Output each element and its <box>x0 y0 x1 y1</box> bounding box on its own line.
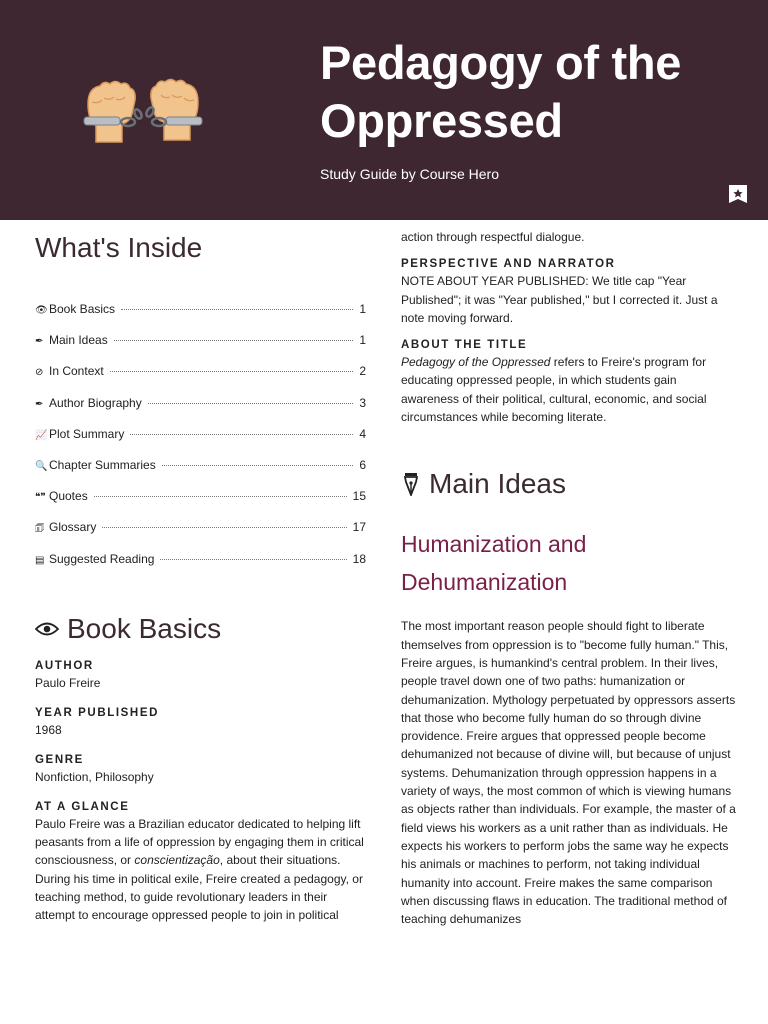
book-list-icon: ▤ <box>35 554 45 566</box>
toc-leader-dots <box>94 496 347 497</box>
about-title-text <box>401 353 737 426</box>
toc-item[interactable] <box>35 427 366 458</box>
perspective-field <box>401 258 737 327</box>
toc-item-label: Glossary <box>49 520 97 535</box>
broken-handcuffs-icon <box>78 62 208 162</box>
toc-leader-dots <box>114 340 354 341</box>
toc-item[interactable] <box>35 302 366 333</box>
toc-item[interactable] <box>35 489 366 520</box>
glance-field <box>35 801 366 925</box>
right-column <box>401 220 737 928</box>
whats-inside-heading: What's Inside <box>35 232 203 263</box>
glance-label: AT A GLANCE <box>35 800 130 813</box>
perspective-label: PERSPECTIVE AND NARRATOR <box>401 258 616 271</box>
glance-text-part-1: Paulo Freire was a Brazilian educator dedicated to helping lift peasants from a life of oppression by engaging them in critical consciousness, or <box>35 816 364 868</box>
year-value: 1968 <box>35 722 62 737</box>
about-title-body: refers to Freire's program for educating oppressed people, in which students gain awareness of their political, cultural, economic, and social circumstances while becoming literate. <box>401 355 707 425</box>
genre-label: GENRE <box>35 753 84 766</box>
main-ideas-text: The most important reason people should fight to liberate themselves from oppression is to "become fully human." This, Freire argues, is humankind's central problem. In their lives, people travel down one of two paths: humanization or dehumanization. Mythology perpetuated by oppressors asserts that those who become fully human do so through divine providence. Freire argues that oppressed people become dehumanized not because of divine will, but because of unjust systems. Dehumanization through oppression happens in a variety of ways, the most common of which is viewing humans as objects rather than individuals. For example, the master of a field views his workers as a unit rather than as individuals. He expects his workers to perform jobs the same way he expects his animals or machines to perform, not taking individual humanity into account. Freire makes the same comparison when discussing flaws in education. The traditional method of teaching dehumanizes <box>401 619 736 927</box>
flashcards-icon: 🗊 <box>35 523 45 535</box>
toc-item-page: 1 <box>359 333 366 348</box>
compass-icon: ⊘ <box>35 367 44 379</box>
year-field <box>35 707 366 739</box>
toc-leader-dots <box>148 403 354 404</box>
table-of-contents <box>35 302 366 583</box>
toc-item-page: 4 <box>359 426 366 441</box>
toc-item-page: 15 <box>352 489 366 504</box>
author-label: AUTHOR <box>35 659 94 672</box>
toc-item[interactable] <box>35 458 366 489</box>
toc-item-label: Quotes <box>49 489 88 504</box>
toc-item-label: Chapter Summaries <box>49 457 156 472</box>
about-title-field <box>401 339 737 426</box>
glance-text-italic: conscientização <box>134 853 220 868</box>
book-basics-heading <box>35 613 366 645</box>
toc-item-page: 2 <box>359 364 366 379</box>
eye-icon: 👁 <box>35 305 48 316</box>
year-label: YEAR PUBLISHED <box>35 706 159 719</box>
toc-leader-dots <box>110 371 354 372</box>
toc-item-page: 6 <box>359 457 366 472</box>
main-ideas-heading <box>401 468 737 500</box>
main-ideas-heading-text: Main Ideas <box>429 468 566 500</box>
toc-item-page: 3 <box>359 395 366 410</box>
toc-item-label: Plot Summary <box>49 426 125 441</box>
toc-leader-dots <box>102 527 346 528</box>
glance-text <box>35 815 366 925</box>
humanization-subheading: Humanization and Dehumanization <box>401 531 587 595</box>
toc-item-page: 18 <box>352 551 366 566</box>
toc-item-label: Author Biography <box>49 395 142 410</box>
about-title-italic: Pedagogy of the Oppressed <box>401 355 551 370</box>
toc-item[interactable] <box>35 552 366 583</box>
genre-field <box>35 754 366 786</box>
course-hero-bookmark-icon <box>728 183 748 205</box>
glance-continued-text: action through respectful dialogue. <box>401 230 585 244</box>
author-field <box>35 660 366 692</box>
line-chart-icon: 📈 <box>35 429 48 441</box>
page-title: Pedagogy of the Oppressed <box>320 36 682 147</box>
toc-leader-dots <box>162 465 354 466</box>
toc-item[interactable] <box>35 396 366 427</box>
toc-item[interactable] <box>35 333 366 364</box>
glance-text-part-2: , about their situations. During his time in political exile, Freire created a pedagogy, or teaching method, to guide revolutionary leaders in their attempt to encourage oppressed people to join in political <box>35 853 363 923</box>
author-value: Paulo Freire <box>35 675 101 690</box>
toc-item-label: Book Basics <box>49 302 116 316</box>
toc-item-page: 17 <box>352 520 366 535</box>
toc-item-label: In Context <box>49 364 104 379</box>
magnifier-icon: 🔍 <box>35 460 48 472</box>
perspective-text: NOTE ABOUT YEAR PUBLISHED: We title cap "Year Published"; it was "Year published," but I corrected it. Just a note moving forward. <box>401 274 718 325</box>
pen-nib-icon: ✒ <box>35 336 44 348</box>
toc-item-label: Main Ideas <box>49 333 108 348</box>
left-column <box>35 220 366 924</box>
page-subtitle: Study Guide by Course Hero <box>320 166 499 182</box>
toc-leader-dots <box>121 309 353 310</box>
toc-item-page: 1 <box>359 302 366 316</box>
book-basics-heading-text: Book Basics <box>67 612 222 644</box>
pen-nib-icon <box>401 472 421 496</box>
pen-nib-icon: ✒ <box>35 398 44 410</box>
toc-leader-dots <box>160 559 346 560</box>
toc-item[interactable] <box>35 364 366 395</box>
toc-item[interactable] <box>35 520 366 551</box>
header-banner <box>0 0 768 220</box>
eye-icon <box>35 622 59 636</box>
toc-leader-dots <box>130 434 353 435</box>
about-title-label: ABOUT THE TITLE <box>401 339 528 352</box>
quotes-icon: ❝❞ <box>35 492 46 504</box>
genre-value: Nonfiction, Philosophy <box>35 769 154 784</box>
toc-item-label: Suggested Reading <box>49 551 155 566</box>
